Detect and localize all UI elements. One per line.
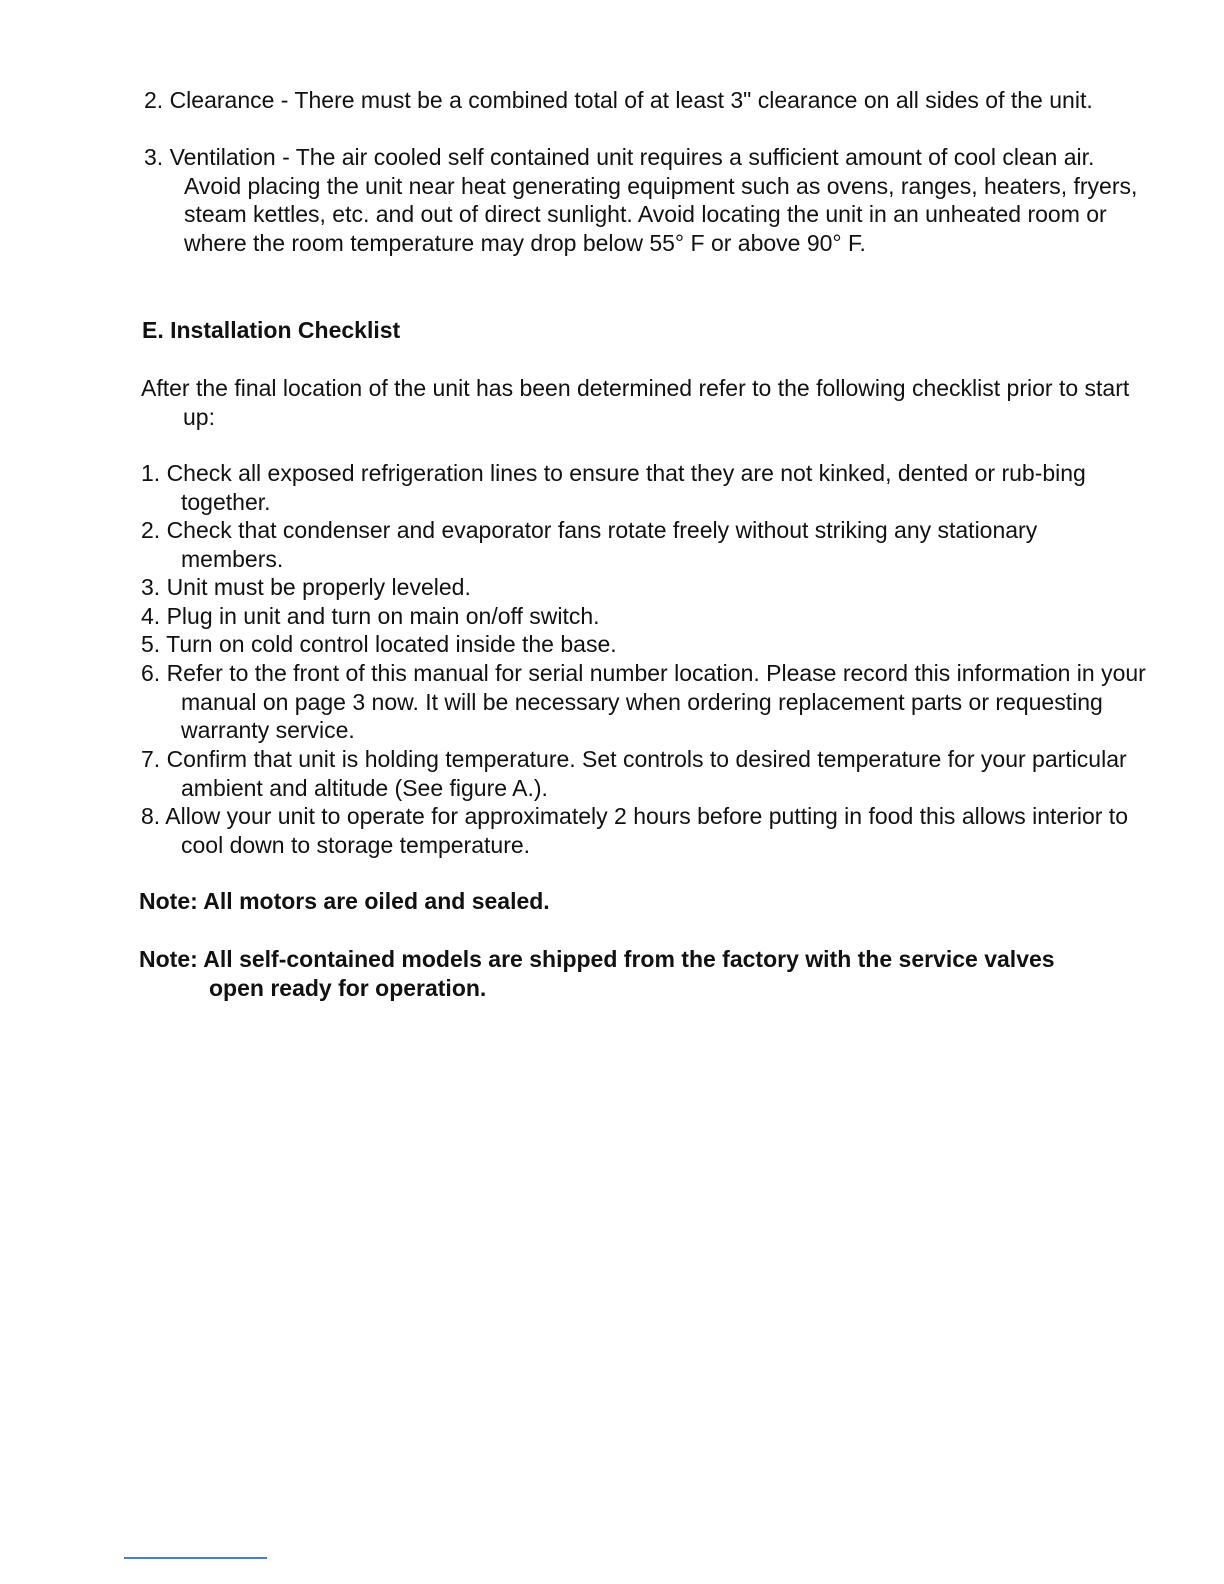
note-valves-line2: open ready for operation.: [209, 974, 487, 1001]
checklist-item-2: 2. Check that condenser and evaporator fans rotate freely without striking any stationary members.: [141, 517, 1038, 572]
note-valves-line1: Note: All self-contained models are shipped from the factory with the service valves: [139, 946, 1055, 972]
clearance-item-line1: 2. Clearance - There must be a combined total of at least 3" clearance on all sides of the: [144, 87, 1043, 113]
section-heading: E. Installation Checklist: [142, 317, 401, 343]
ventilation-item: [144, 143, 1154, 257]
ventilation-item-rest: air. Avoid placing the unit near heat generating equipment such as ovens, ranges, heaters, fryers, steam kettles, etc. and out of direct sunlight. Avoid locating the unit in an unheated room or where the room temperature may drop below 55° F or above 90° F.: [184, 144, 1138, 256]
note-valves: [139, 945, 1099, 1002]
note-motors-text: Note: All motors are oiled and sealed.: [139, 888, 550, 914]
checklist-item-5: 5. Turn on cold control located inside the base.: [141, 631, 617, 657]
note-motors: [139, 887, 1099, 916]
clearance-item-rest: unit.: [1049, 87, 1093, 113]
ventilation-item-line1: 3. Ventilation - The air cooled self contained unit requires a sufficient amount of cool clean: [144, 144, 1058, 170]
checklist-item-4: 4. Plug in unit and turn on main on/off switch.: [141, 603, 600, 629]
checklist-item-7: 7. Confirm that unit is holding temperature. Set controls to desired temperature for your particular ambient and altitude (See figure A.).: [141, 746, 1127, 801]
checklist-item-3: 3. Unit must be properly leveled.: [141, 574, 471, 600]
checklist-item-8: 8. Allow your unit to operate for approximately 2 hours before putting in food this allows interior to cool down to storage temperature.: [141, 803, 1128, 858]
checklist-item-6: 6. Refer to the front of this manual for serial number location. Please record this information in your manual on page 3 now. It will be necessary when ordering replacement parts or requesting warranty service.: [141, 660, 1146, 743]
checklist-item-1: 1. Check all exposed refrigeration lines to ensure that they are not kinked, dented or rub-bing together.: [141, 460, 1086, 515]
checklist-intro: After the final location of the unit has been determined refer to the following checklist prior to start up:: [141, 375, 1130, 430]
clearance-item: [144, 86, 1144, 115]
footer-rule: [124, 1557, 267, 1559]
